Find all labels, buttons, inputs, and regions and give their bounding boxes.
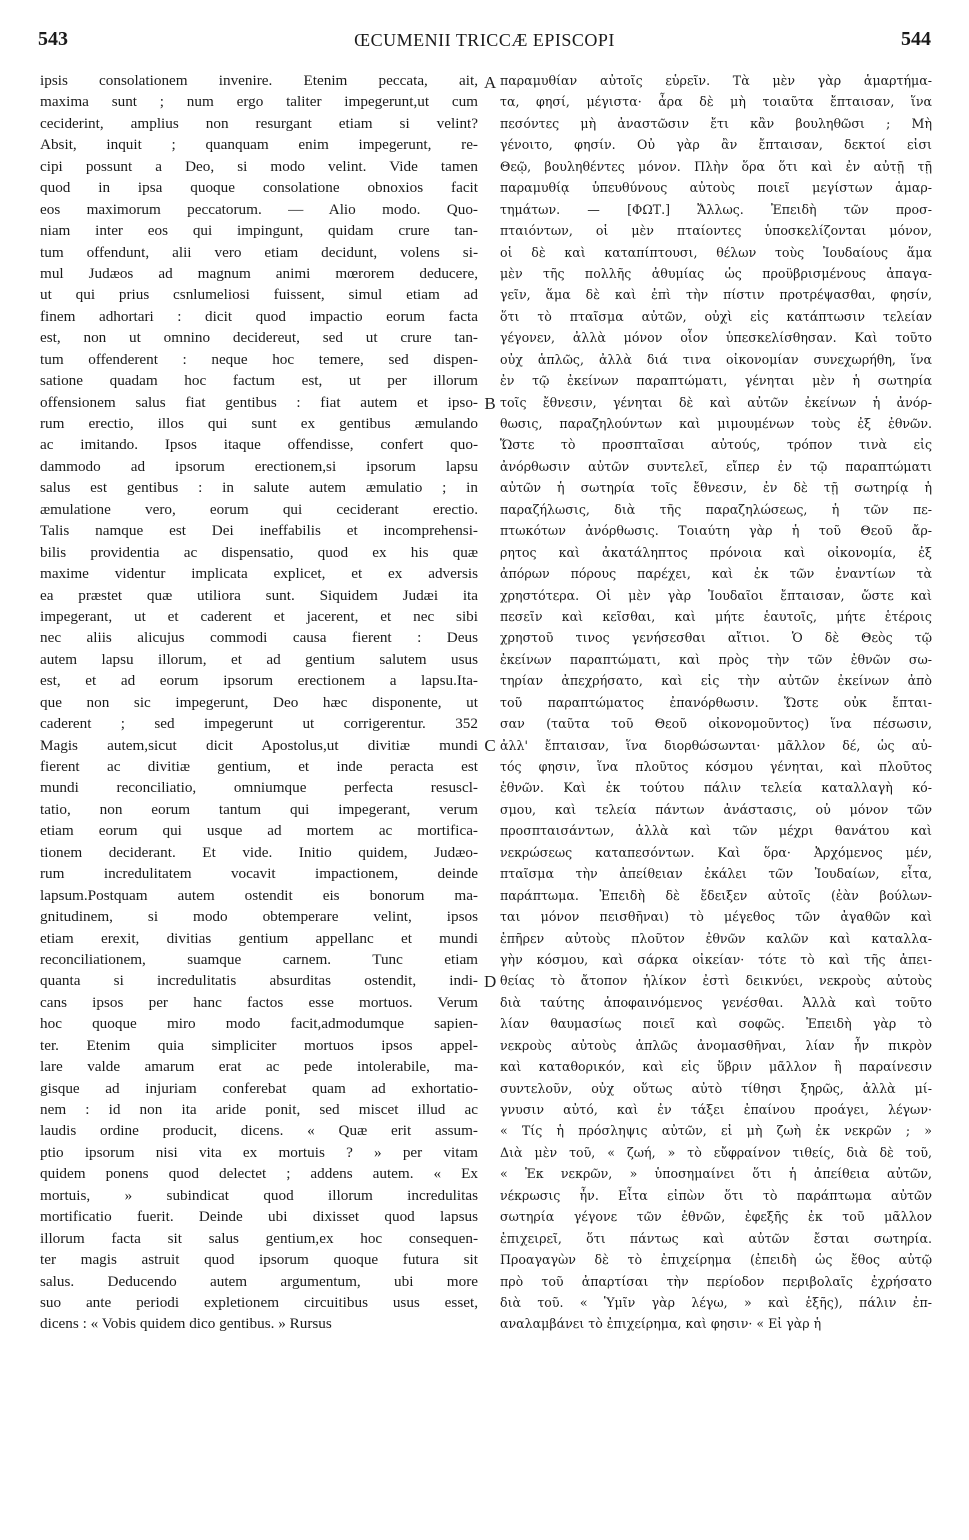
text-line: salus. Deducendo autem argumentum, ubi more [40, 1272, 478, 1290]
text-line: est, non ut omnino decidereut, sed ut crure tan- [40, 329, 478, 347]
text-line: ἐκείνων παραπτώματι, καὶ πρὸς τὴν τῶν ἐθνῶν σω- [500, 651, 932, 667]
text-line: « Τίς ἡ πρόσληψις αὐτῶν, εἰ μὴ ζωὴ ἐκ νεκρῶν ; » [500, 1123, 932, 1139]
text-line: τός φησιν, ἵνα πλοῦτος κόσμου γένηται, καὶ πλοῦτος [500, 759, 932, 774]
greek-column [500, 70, 932, 1520]
text-line: hoc quoque miro modo facit,admodumque sapien- [40, 1015, 478, 1033]
text-line: οὐχ ἁπλῶς, ἀλλὰ διά τινα οἰκονομίαν συνεχωρήθη, ἵνα [500, 351, 932, 367]
text-line: γεῖν, ἅμα δὲ καὶ ἐπὶ τὴν πίστιν προτρέψασθαι, φησίν, [500, 287, 932, 303]
section-marker-b: B [484, 394, 496, 413]
text-line: θωσις, παραζηλούντων καὶ μιμουμένων τοὺς ἐξ ἐθνῶν. [500, 416, 932, 431]
text-line: rum erectio, illos qui sunt ex gentibus æmulando [40, 415, 478, 432]
text-line: que non sic impegerunt, Deo hæc disponente, ut [40, 693, 478, 711]
text-line: πεσόντες μὴ ἀναστῶσιν ἔτι κἂν βουληθῶσι ; Μὴ [500, 115, 932, 131]
text-line: lapsum.Postquam autem ostendit eis bonorum ma- [40, 886, 478, 904]
text-line: ea præstet quæ utiliora sunt. Siquidem Judæi ita [40, 586, 478, 604]
text-line: ter magis astruit quod ipsorum quoque futura sit [40, 1251, 478, 1269]
text-line: πτωκότων ἀνόρθωσις. Τοιαύτη γὰρ ἡ τοῦ Θεοῦ ἄρ- [500, 523, 932, 539]
text-line: νεκρώσεως καταπεσόντων. Καὶ ὅρα· Ἀρχόμενος μέν, [500, 844, 932, 860]
text-line: laudis ordine producit, dicens. « Quæ erit assum- [40, 1122, 478, 1140]
text-line: ter. Etenim quia simpliciter mortuos ipsos appel- [40, 1036, 478, 1054]
text-line: mundi reconciliatio, omniumque perfecta resuscl- [40, 779, 478, 797]
text-line: πταῖσμα τὴν ἀπείθειαν ἐκάλει τῶν Ἰουδαίων, εἶτα, [500, 866, 932, 882]
text-line: γένοιτο, φησίν. Οὐ γὰρ ἂν ἔπταισαν, δεκτοί εἰσι [500, 137, 932, 153]
text-line: caderent ; sed impegerunt ut corrigerentur. 352 [40, 715, 478, 733]
text-line: οἱ δὲ καὶ καταπίπτουσι, θέλων τοὺς Ἰουδαίους ἅμα [500, 244, 932, 260]
text-line: « Ἐκ νεκρῶν, » ὑποσημαίνει ὅτι ἡ ἀπείθεια αὐτῶν, [500, 1166, 932, 1182]
text-line: tum offendunt, alii vero etiam decidunt, volens si- [40, 243, 478, 261]
text-line: Absit, inquit ; quanquam enim impegerunt, re- [40, 136, 478, 154]
text-line: quanta si incredulitatis absurditas ostendit, indi- [40, 972, 478, 990]
text-line: τοῦ παραπτώματος ἐπανόρθωσιν. Ὥστε οὐκ ἔπται- [500, 694, 932, 710]
text-line: σωτηρία γέγονε τῶν ἐθνῶν, ἐφεξῆς ἐκ τοῦ μᾶλλον [500, 1209, 932, 1225]
text-line: λίαν θαυμασίως ποιεῖ καὶ σοφῶς. Ἐπειδὴ γὰρ τὸ [500, 1016, 932, 1032]
text-line: ται μόνον πεισθῆναι) τὸ μέγεθος τῶν ἀγαθῶν καὶ [500, 909, 932, 925]
text-line: διὰ τοῦ. « Ὑμῖν γὰρ λέγω, » καὶ ἑξῆς), πάλιν ἐπ- [500, 1294, 932, 1310]
text-line: θείας τὸ ἄτοπον ἡλίκον ἐστὶ δεικνύει, νεκροὺς αὐτοὺς [500, 973, 932, 989]
text-line: γέγονεν, ἀλλὰ μόνον οἷον ὑπεσκελίσθησαν. Καὶ τοῦτο [500, 330, 932, 346]
text-line: Ὥστε τὸ προσπταῖσαι αὐτούς, τρόπον τινὰ εἰς [500, 437, 932, 453]
text-line: mul Judæos ad magnum animi mœrorem deducere, [40, 264, 478, 282]
text-line: quidem ponens quod delectet ; addens autem. « Ex [40, 1165, 478, 1183]
text-line: etiam eorum qui usque ad mortem ac mortifica- [40, 822, 478, 840]
text-line: autem lapsu illorum, et ad gentium salutem usus [40, 650, 478, 668]
text-line: ac imitando. Ipsos itaque offendisse, confert quo- [40, 436, 478, 454]
text-line: cipi possunt a Deo, si modo velint. Vide tamen [40, 157, 478, 175]
text-line: maxima sunt ; num ergo taliter impegerunt,ut cum [40, 93, 478, 111]
text-line: cans ipsos per hanc factos esse mortuos. Verum [40, 993, 478, 1011]
text-line: νέκρωσις ἦν. Εἶτα εἰπὼν ὅτι τὸ παράπτωμα αὐτῶν [500, 1187, 932, 1203]
text-line: gisque ad injuriam conferebat quam ad exhortatio- [40, 1079, 478, 1097]
text-line: προσπταισάντων, ἀλλὰ καὶ τῶν μέχρι θανάτου καὶ [500, 823, 932, 839]
text-line: ἐπιχειρεῖ, ὅτι πάντως καὶ αὐτῶν ἔσται σωτηρία. [500, 1230, 932, 1246]
text-line: finem adhortari : dicit quod impactio eorum facta [40, 307, 478, 325]
latin-column [40, 70, 478, 1520]
text-line: Προαγαγὼν δὲ τὸ ἐπιχείρημα (ἐπειδὴ ὡς ἔθος αὐτῷ [500, 1252, 932, 1268]
text-line: gnitudinem, si modo obtemperare velint, ipsos [40, 908, 478, 926]
text-line: ptio ipsorum nisi vita ex mortuis ? » per vitam [40, 1143, 478, 1161]
text-line: ἐν τῷ ἐκείνων παραπτώματι, γένηται μὲν ἡ σωτηρία [500, 373, 932, 389]
text-line: σμου, καὶ τελεία πάντων ἀνάστασις, οὐ μόνον τῶν [500, 801, 932, 817]
text-line: quod in ipsa quoque consolatione obnoxios facit [40, 179, 478, 197]
text-line: ut qui prius csnlumeliosi fuissent, simul etiam ad [40, 286, 478, 304]
text-line: mortuis, » subindicat quod illorum incredulitas [40, 1186, 478, 1204]
text-line: satione quadam hoc factum est, ut per illorum [40, 372, 478, 390]
text-line: tatio, non eorum tantum qui impegerant, verum [40, 800, 478, 818]
text-line: bilis providentia ac dispensatio, quod ex his quæ [40, 543, 478, 561]
text-line: ceciderint, amplius non resurgant etiam si velint? [40, 114, 478, 132]
text-line: ἐπῆρεν αὐτοὺς πλοῦτον ἐθνῶν καλῶν καὶ καταλλα- [500, 930, 932, 946]
text-line: διὰ ταύτης ἀποφαινόμενος γενέσθαι. Ἀλλὰ καὶ τοῦτο [500, 994, 932, 1010]
text-line: Magis autem,sicut dicit Apostolus,ut divitiæ mundi [40, 736, 478, 754]
text-line: Talis namque est Dei ineffabilis et incomprehensi- [40, 522, 478, 540]
text-line: ἀλλ' ἔπταισαν, ἵνα διορθώσωνται· μᾶλλον δέ, ὡς αὐ- [500, 737, 932, 753]
text-line: eos maximorum peccatorum. — Alio modo. Quo- [40, 200, 478, 218]
text-line: πεσεῖν καὶ κεῖσθαι, καὶ μήτε ἑαυτοῖς, μήτε ἑτέροις [500, 608, 932, 624]
text-line: τημάτων. — [ΦΩΤ.] Ἄλλως. Ἐπειδὴ τῶν προσ- [500, 201, 932, 217]
text-line: γὴν κόσμου, καὶ σάρκα οἰκείαν· τότε τὸ καὶ τῆς ἀπει- [500, 951, 932, 967]
text-line: illorum facta sit salus gentium,ex hoc consequen- [40, 1229, 478, 1247]
section-marker-d: D [484, 972, 497, 991]
text-line: dammodo ad ipsorum erectionem,si ipsorum lapsu [40, 457, 478, 475]
text-line: maxime videntur implicata explicet, et ex adversis [40, 565, 478, 583]
text-line: χρηστότερα. Οἱ μὲν γὰρ Ἰουδαῖοι ἔπταισαν, ὥστε καὶ [500, 587, 932, 603]
text-line: tionem deciderant. Et vide. Initio quidem, Judæo- [40, 843, 478, 861]
section-marker-a: A [484, 73, 497, 92]
text-line: μὲν τῆς πολλῆς ἀθυμίας ὡς προϋβρισμένους ἀπαγα- [500, 265, 932, 281]
text-line: reconciliationem, suamque carnem. Tunc etiam [40, 950, 478, 968]
text-line: Διὰ μὲν τοῦ, « ζωή, » τὸ εὔφραίνον τιθείς, διὰ δὲ τοῦ, [500, 1144, 932, 1160]
text-line: πταιόντων, οἱ μὲν πταίοντες ὑποσκελίζονται μόνον, [500, 223, 932, 239]
text-line: παραμυθίᾳ ὑπευθύνους αὐτοὺς ποιεῖ μεγίστων ἁμαρ- [500, 180, 932, 196]
text-line: ὅτι τὸ πταῖσμα αὐτῶν, οὐχὶ εἰς κατάπτωσιν τελείαν [500, 308, 932, 324]
text-line: ἐθνῶν. Καὶ ἐκ τούτου πάλιν τελεία καταλλαγὴ κό- [500, 780, 932, 796]
text-line: dicens : « Vobis quidem dico gentibus. » Rursus [40, 1315, 332, 1333]
text-line: rum incredulitatem vocavit impactionem, deinde [40, 865, 478, 883]
section-marker-c: C [484, 736, 496, 755]
text-line: ἀπόρων πόρους παρέχει, καὶ ἐκ τῶν ἐναντίων τὰ [500, 566, 932, 582]
text-line: αὐτῶν ἡ σωτηρία τοῖς ἔθνεσιν, ἐν δὲ τῇ σωτηρίᾳ ἡ [500, 480, 932, 496]
text-line: offensionem salus fiat gentibus : fiat autem et ipso- [40, 393, 478, 411]
text-line: ipsis consolationem invenire. Etenim peccata, ait, [40, 72, 478, 89]
text-line: mortificatio fuerit. Deinde ubi dixisset quod lapsus [40, 1208, 478, 1226]
running-title: ŒCUMENII TRICCÆ EPISCOPI [354, 30, 615, 50]
text-line: καὶ καταθορικόν, καὶ εἰς ὕβριν μᾶλλον ἢ παραίνεσιν [500, 1059, 932, 1075]
text-line: πρὸ τοῦ ἀπαρτίσαι τὴν περίοδον περιβολαῖς ἐχρήσατο [500, 1273, 932, 1289]
text-line: χρηστοῦ τινος γενήσεσθαι αἴτιοι. Ὁ δὲ Θεὸς τῷ [500, 630, 932, 646]
text-line: impegerant, ut et caderent et jacerent, et nec sibi [40, 607, 478, 625]
page-number-right: 544 [901, 28, 931, 50]
text-line: fierent ac divitiæ gentium, et inde peracta est [40, 758, 478, 775]
text-line: ἀνόρθωσιν αὐτῶν συντελεῖ, εἴπερ ἐν τῷ παραπτώματι [500, 458, 932, 474]
text-line: σαν (ταῦτα τοῦ Θεοῦ οἰκονομοῦντος) ἵνα πέσωσιν, [500, 716, 932, 732]
text-line: etiam erexit, divitias gentium appellanc et mundi [40, 929, 478, 947]
text-line: παραζήλωσις, διὰ τῆς παραζηλώσεως, ἡ τῶν πε- [500, 501, 932, 517]
text-line: παράπτωμα. Ἐπειδὴ δὲ ἔδειξεν αὐτοῖς (ἐὰν βούλων- [500, 887, 932, 903]
text-line: αναλαμβάνει τὸ ἐπιχείρημα, καὶ φησιν· « Εἰ γὰρ ἡ [500, 1316, 822, 1332]
text-line: æmulatione vero, eorum qui ceciderant erectio. [40, 500, 478, 518]
text-line: suo ante periodi expletionem circuitibus usus esset, [40, 1293, 478, 1311]
text-line: γνυσιν αὐτό, καὶ ἐν τάξει ἐπαίνου προάγει, λέγων· [500, 1102, 932, 1117]
text-line: tum offenderent : neque hoc temere, sed dispen- [40, 350, 478, 368]
text-line: ρητος καὶ ἀκατάληπτος πρόνοια καὶ οἰκονομία, ἐξ [500, 544, 932, 560]
page-header [38, 28, 931, 58]
text-line: νεκροὺς αὐτοὺς ἁπλῶς ἀνομασθῆναι, λίαν ἦν πικρὸν [500, 1037, 932, 1053]
text-line: est, et ad eorum ipsorum erectionem a lapsu.Ita- [40, 672, 478, 690]
text-line: τοῖς ἔθνεσιν, γένηται δὲ καὶ αὐτῶν ἐκείνων ἡ ἀνόρ- [500, 394, 932, 410]
text-line: salus est gentibus : in salute autem æmulatio ; in [40, 479, 478, 497]
text-line: παραμυθίαν αὐτοῖς εὑρεῖν. Τὰ μὲν γὰρ ἁμαρτήμα- [500, 73, 932, 88]
text-line: lare valde amarum erat ac pede intolerabile, ma- [40, 1058, 478, 1076]
text-line: niam inter eos qui impingunt, quidam crure tan- [40, 222, 478, 240]
text-line: τα, φησί, μέγιστα· ἆρα δὲ μὴ τοιαῦτα ἔπταισαν, ἵνα [500, 94, 932, 110]
text-line: τηρίαν ἀπεχρήσατο, καὶ εἰς τὴν αὐτῶν ἐκείνων ἀπὸ [500, 673, 932, 689]
text-line: συντελοῦν, οὐχ οὕτως αὐτὸ τίθησι ξηρῶς, ἀλλὰ μί- [500, 1080, 932, 1096]
text-line: nem : id non ita aride ponit, sed miscet illud ac [40, 1101, 478, 1118]
text-line: Θεῷ, βουληθέντες μόνον. Πλὴν ὅρα ὅτι καὶ ἐν αὐτῇ τῇ [500, 158, 932, 174]
page-number-left: 543 [38, 28, 68, 50]
text-line: nec aliis alicujus commodi causa fierent : Deus [40, 629, 478, 647]
